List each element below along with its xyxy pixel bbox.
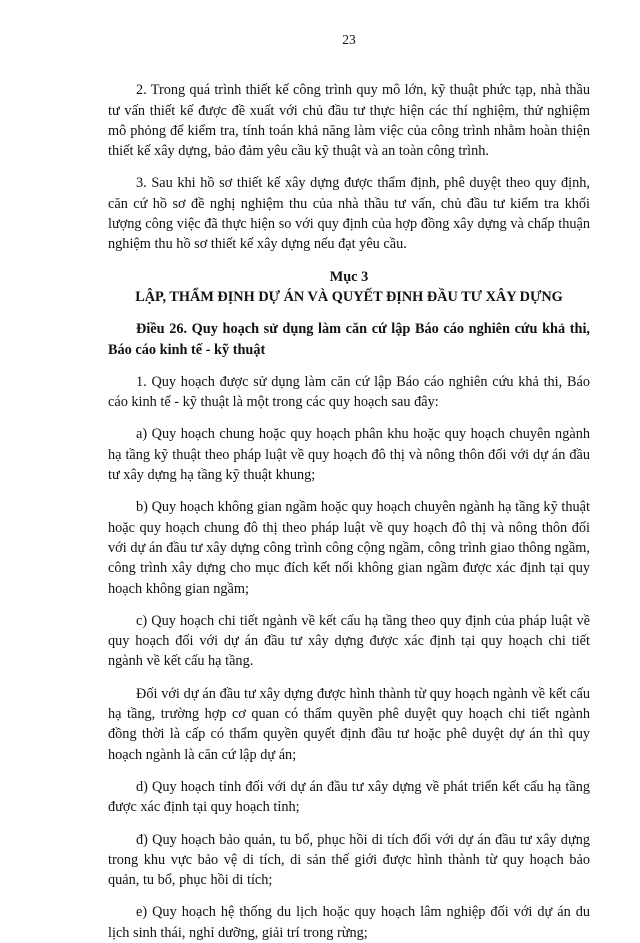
paragraph-2: 2. Trong quá trình thiết kế công trình quy mô lớn, kỹ thuật phức tạp, nhà thầu tư vấn thiết kế được đề xuất với chủ đầu tư thực hiện các thí nghiệm, thử nghiệm mô phỏng để kiểm tra, tính toán khả năng làm việc của công trình nhằm hoàn thiện thiết kế xây dựng, bảo đảm yêu cầu kỹ thuật và an toàn công trình. <box>108 82 590 160</box>
point-b: b) Quy hoạch không gian ngầm hoặc quy hoạch chuyên ngành hạ tầng kỹ thuật hoặc quy hoạch chung đô thị theo pháp luật về quy hoạch đô thị và nông thôn đối với dự án đầu tư xây dựng công trình công cộng ngầm, công trình giao thông ngầm, công trình xây dựng cho mục đích kết nối không gian ngầm được xác định tại quy hoạch không gian ngầm; <box>108 499 590 597</box>
section-label: Mục 3 <box>329 268 369 285</box>
point-e: e) Quy hoạch hệ thống du lịch hoặc quy hoạch lâm nghiệp đối với dự án du lịch sinh thái, nghỉ dưỡng, giải trí trong rừng; <box>108 904 590 941</box>
page-number: 23 <box>342 32 356 47</box>
section-title: LẬP, THẨM ĐỊNH DỰ ÁN VÀ QUYẾT ĐỊNH ĐẦU TƯ XÂY DỰNG <box>135 288 563 305</box>
point-dd: đ) Quy hoạch bảo quản, tu bổ, phục hồi di tích đối với dự án đầu tư xây dựng trong khu vực bảo vệ di tích, di sản thế giới được hình thành từ quy hoạch bảo quản, tu bổ, phục hồi di tích; <box>108 831 590 889</box>
point-c-note: Đối với dự án đầu tư xây dựng được hình thành từ quy hoạch ngành về kết cấu hạ tầng, trường hợp cơ quan có thẩm quyền phê duyệt quy hoạch chi tiết ngành đồng thời là cấp có thẩm quyền quyết định đầu tư hoặc phê duyệt dự án thì quy hoạch ngành là căn cứ lập dự án; <box>108 685 590 763</box>
point-c: c) Quy hoạch chi tiết ngành về kết cấu hạ tầng theo quy định của pháp luật về quy hoạch đối với dự án đầu tư xây dựng được xác định tại quy hoạch chi tiết ngành về kết cấu hạ tầng. <box>108 612 590 670</box>
article-title: Điều 26. Quy hoạch sử dụng làm căn cứ lập Báo cáo nghiên cứu khả thi, Báo cáo kinh tế - kỹ thuật <box>108 321 590 358</box>
point-a: a) Quy hoạch chung hoặc quy hoạch phân khu hoặc quy hoạch chuyên ngành hạ tầng kỹ thuật theo pháp luật về quy hoạch đô thị và nông thôn đối với dự án đầu tư xây dựng hạ tầng kỹ thuật khung; <box>108 426 590 484</box>
paragraph-3: 3. Sau khi hồ sơ thiết kế xây dựng được thẩm định, phê duyệt theo quy định, căn cứ hồ sơ đề nghị nghiệm thu của nhà thầu tư vấn, chủ đầu tư kiểm tra khối lượng công việc đã thực hiện so với quy định của hợp đồng xây dựng và chấp thuận nghiệm thu hồ sơ thiết kế xây dựng nếu đạt yêu cầu. <box>108 175 590 253</box>
point-d: d) Quy hoạch tỉnh đối với dự án đầu tư xây dựng về phát triển kết cấu hạ tầng được xác định tại quy hoạch tỉnh; <box>108 778 590 816</box>
clause-1: 1. Quy hoạch được sử dụng làm căn cứ lập Báo cáo nghiên cứu khả thi, Báo cáo kinh tế - kỹ thuật là một trong các quy hoạch sau đây: <box>108 373 590 411</box>
